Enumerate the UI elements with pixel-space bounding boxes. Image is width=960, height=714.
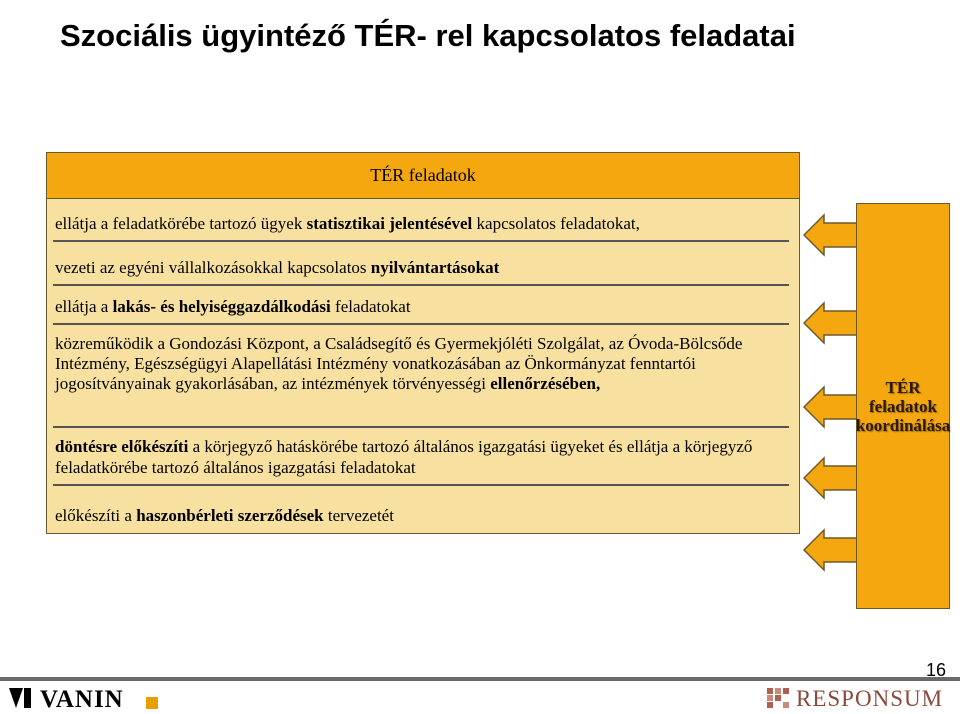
divider <box>53 240 789 242</box>
tasks-panel <box>46 152 800 534</box>
tasks-header: TÉR feladatok <box>47 153 799 199</box>
body-text: ellátja a feladatkörébe tartozó ügyek <box>55 214 307 233</box>
divider <box>53 484 789 486</box>
body-text: közreműködik a Gondozási Központ, a Családsegítő és Gyermekjóléti Szolgálat, az Óvoda-Bölcsőde Intézmény, Egészségügyi Alapellátási Intézmény vonatkozásában az Önkormányzat fenntartói jogosítványainak gyakorlásában, az intézmények törvényességi <box>55 334 743 393</box>
divider <box>53 284 789 286</box>
body-text: vezeti az egyéni vállalkozásokkal kapcsolatos <box>55 258 371 277</box>
vanin-logo: VANIN <box>40 686 124 713</box>
emphasized-text: lakás- és helyiséggazdálkodási <box>112 297 331 316</box>
slide-title: Szociális ügyintéző TÉR- rel kapcsolatos feladatai <box>60 18 796 53</box>
left-arrow-icon <box>802 384 858 430</box>
body-text: előkészíti a <box>55 506 137 525</box>
page-number: 16 <box>926 660 947 680</box>
left-arrow-icon <box>802 212 858 258</box>
body-text: kapcsolatos feladatokat, <box>472 214 640 233</box>
task-item-housing <box>55 296 789 317</box>
divider <box>53 323 789 325</box>
divider <box>53 426 789 428</box>
body-text: ellátja a <box>55 297 113 316</box>
left-arrow-icon <box>802 527 858 573</box>
coordination-box <box>856 203 950 609</box>
emphasized-text: haszonbérleti szerződések <box>136 506 324 525</box>
emphasized-text: döntésre előkészíti <box>55 437 189 456</box>
task-item-statistics <box>55 213 789 234</box>
emphasized-text: ellenőrzésében, <box>490 374 601 393</box>
body-text: tervezetét <box>323 506 394 525</box>
body-text: a körjegyző hatáskörébe tartozó általános igazgatási ügyeket és ellátja a körjegyző feladatkörébe tartozó általános igazgatási feladatokat <box>55 437 753 477</box>
task-item-administration <box>55 436 789 478</box>
emphasized-text: statisztikai jelentésével <box>306 214 473 233</box>
left-arrow-icon <box>802 455 858 501</box>
task-item-lease-contracts <box>55 505 789 526</box>
emphasized-text: nyilvántartásokat <box>370 258 500 277</box>
task-item-institutions <box>55 334 789 394</box>
coordination-label: TÉR feladatok koordinálása <box>855 377 951 435</box>
vanin-mark-icon <box>7 686 33 710</box>
task-item-registers <box>55 257 789 278</box>
responsum-logo-icon <box>766 686 792 710</box>
vanin-logo-square <box>146 697 158 709</box>
responsum-logo: RESPONSUM <box>796 686 944 711</box>
footer-divider <box>0 677 960 681</box>
body-text: feladatokat <box>330 297 411 316</box>
left-arrow-icon <box>802 300 858 346</box>
